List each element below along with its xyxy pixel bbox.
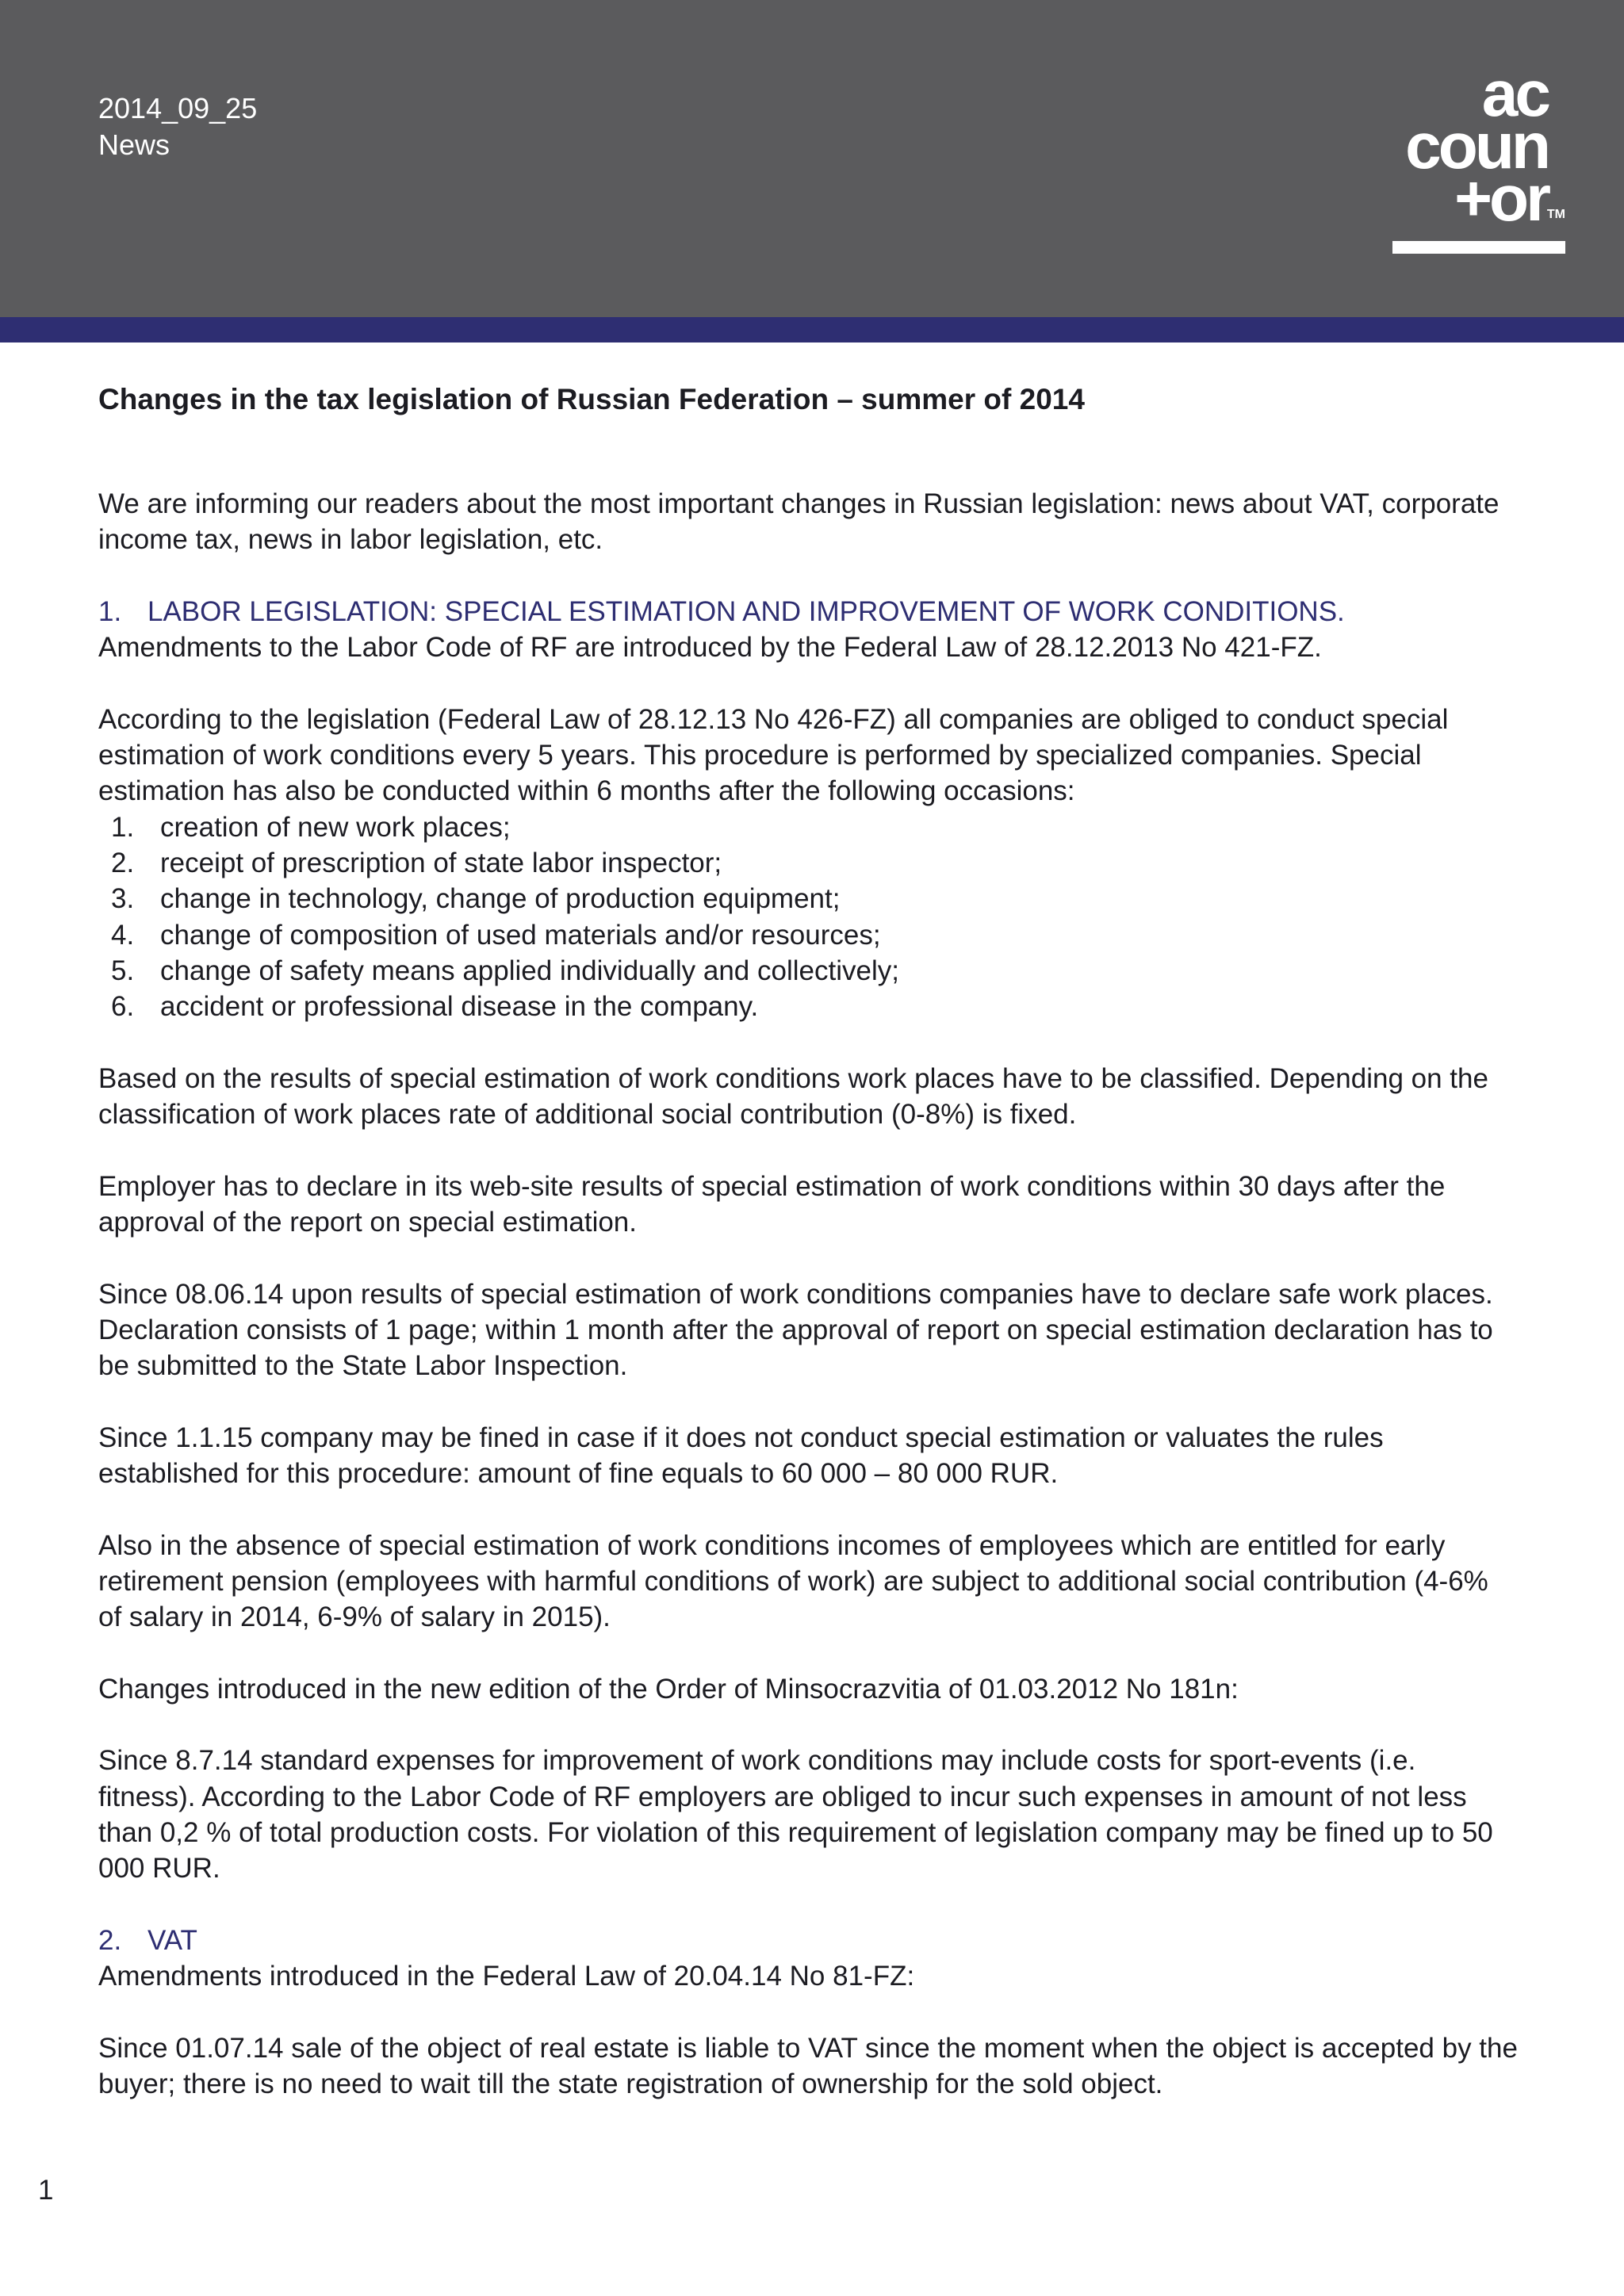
section-number: 1. [98,595,122,627]
section-lead: Amendments to the Labor Code of RF are introduced by the Federal Law of 28.12.2013 No 421-FZ. [98,632,1322,664]
paragraph: Employer has to declare in its web-site results of special estimation of work conditions within 30 days after the approval of the report on special estimation. [98,1170,1446,1238]
list-item-number: 3. [111,883,135,915]
list-item-number: 5. [111,955,135,986]
document-date: 2014_09_25 [98,92,258,124]
list-item [98,953,1518,989]
logo-trademark: TM [1546,208,1565,221]
list-item-number: 6. [111,991,135,1023]
section-number: 2. [98,1924,122,1956]
list-item [98,917,1518,953]
document-title: Changes in the tax legislation of Russian Federation – summer of 2014 [98,383,1085,415]
section-lead: Amendments introduced in the Federal Law of 20.04.14 No 81-FZ: [98,1961,915,1992]
header-meta [98,90,257,163]
list-item-text: change of safety means applied individually and collectively; [160,955,899,986]
paragraph: Changes introduced in the new edition of the Order of Minsocrazvitia of 01.03.2012 No 181n: [98,1673,1239,1705]
list-item-text: change in technology, change of production equipment; [160,883,841,915]
list-item-text: accident or professional disease in the company. [160,991,759,1023]
intro-paragraph: We are informing our readers about the most important changes in Russian legislation: news about VAT, corporate income tax, news in labor legislation, etc. [98,488,1500,556]
page-number: 1 [38,2175,54,2206]
list-item-text: change of composition of used materials and/or resources; [160,919,881,951]
paragraph: Based on the results of special estimation of work conditions work places have to be classified. Depending on the classification of work places rate of additional social contribution (0-8%) is fixed. [98,1062,1488,1131]
paragraph: Also in the absence of special estimation of work conditions incomes of employees which are entitled for early retirement pension (employees with harmful conditions of work) are subject to additional social contribution (4-6% of salary in 2014, 6-9% of salary in 2015). [98,1529,1488,1633]
section-heading-vat [98,1923,1518,1958]
accountor-logo [1380,58,1570,257]
paragraph: According to the legislation (Federal Law of 28.12.13 No 426-FZ) all companies are obliged to conduct special estimation of work conditions every 5 years. This procedure is performed by specialized companies. Special estimation has also be conducted within 6 months after the following occasions: [98,703,1449,807]
page-header [0,0,1624,317]
list-item-number: 1. [111,811,135,843]
section-heading-labor [98,594,1518,629]
section-title: VAT [147,1924,197,1956]
paragraph: Since 8.7.14 standard expenses for improvement of work conditions may include costs for sport-events (i.e. fitness). According to the Labor Code of RF employers are obliged to incur such expenses in amount of not less than 0,2 % of total production costs. For violation of this requirement of legislation company may be fined up to 50 000 RUR. [98,1745,1493,1885]
list-item-number: 4. [111,919,135,951]
list-item [98,881,1518,916]
list-item [98,845,1518,881]
list-item [98,989,1518,1024]
paragraph: Since 08.06.14 upon results of special estimation of work conditions companies have to declare safe work places. Declaration consists of 1 page; within 1 month after the approval of report on special estimation declaration has to be submitted to the State Labor Inspection. [98,1278,1493,1382]
paragraph: Since 01.07.14 sale of the object of real estate is liable to VAT since the moment when the object is accepted by the buyer; there is no need to wait till the state registration of ownership for the sold object. [98,2032,1518,2100]
logo-text-line1: ac [1481,58,1548,130]
header-accent-band [0,317,1624,342]
list-item [98,809,1518,845]
occasions-list [98,809,1518,1025]
list-item-number: 2. [111,847,135,878]
list-item-text: creation of new work places; [160,811,511,843]
logo-text-line3: +or [1454,163,1548,235]
document-body [98,376,1518,2138]
document-category: News [98,128,170,161]
section-title: LABOR LEGISLATION: SPECIAL ESTIMATION AND IMPROVEMENT OF WORK CONDITIONS. [147,595,1345,627]
list-item-text: receipt of prescription of state labor inspector; [160,847,722,878]
logo-underline [1392,241,1565,254]
logo-text-line2: coun [1405,110,1548,182]
paragraph: Since 1.1.15 company may be fined in case if it does not conduct special estimation or valuates the rules established for this procedure: amount of fine equals to 60 000 – 80 000 RUR. [98,1422,1384,1490]
